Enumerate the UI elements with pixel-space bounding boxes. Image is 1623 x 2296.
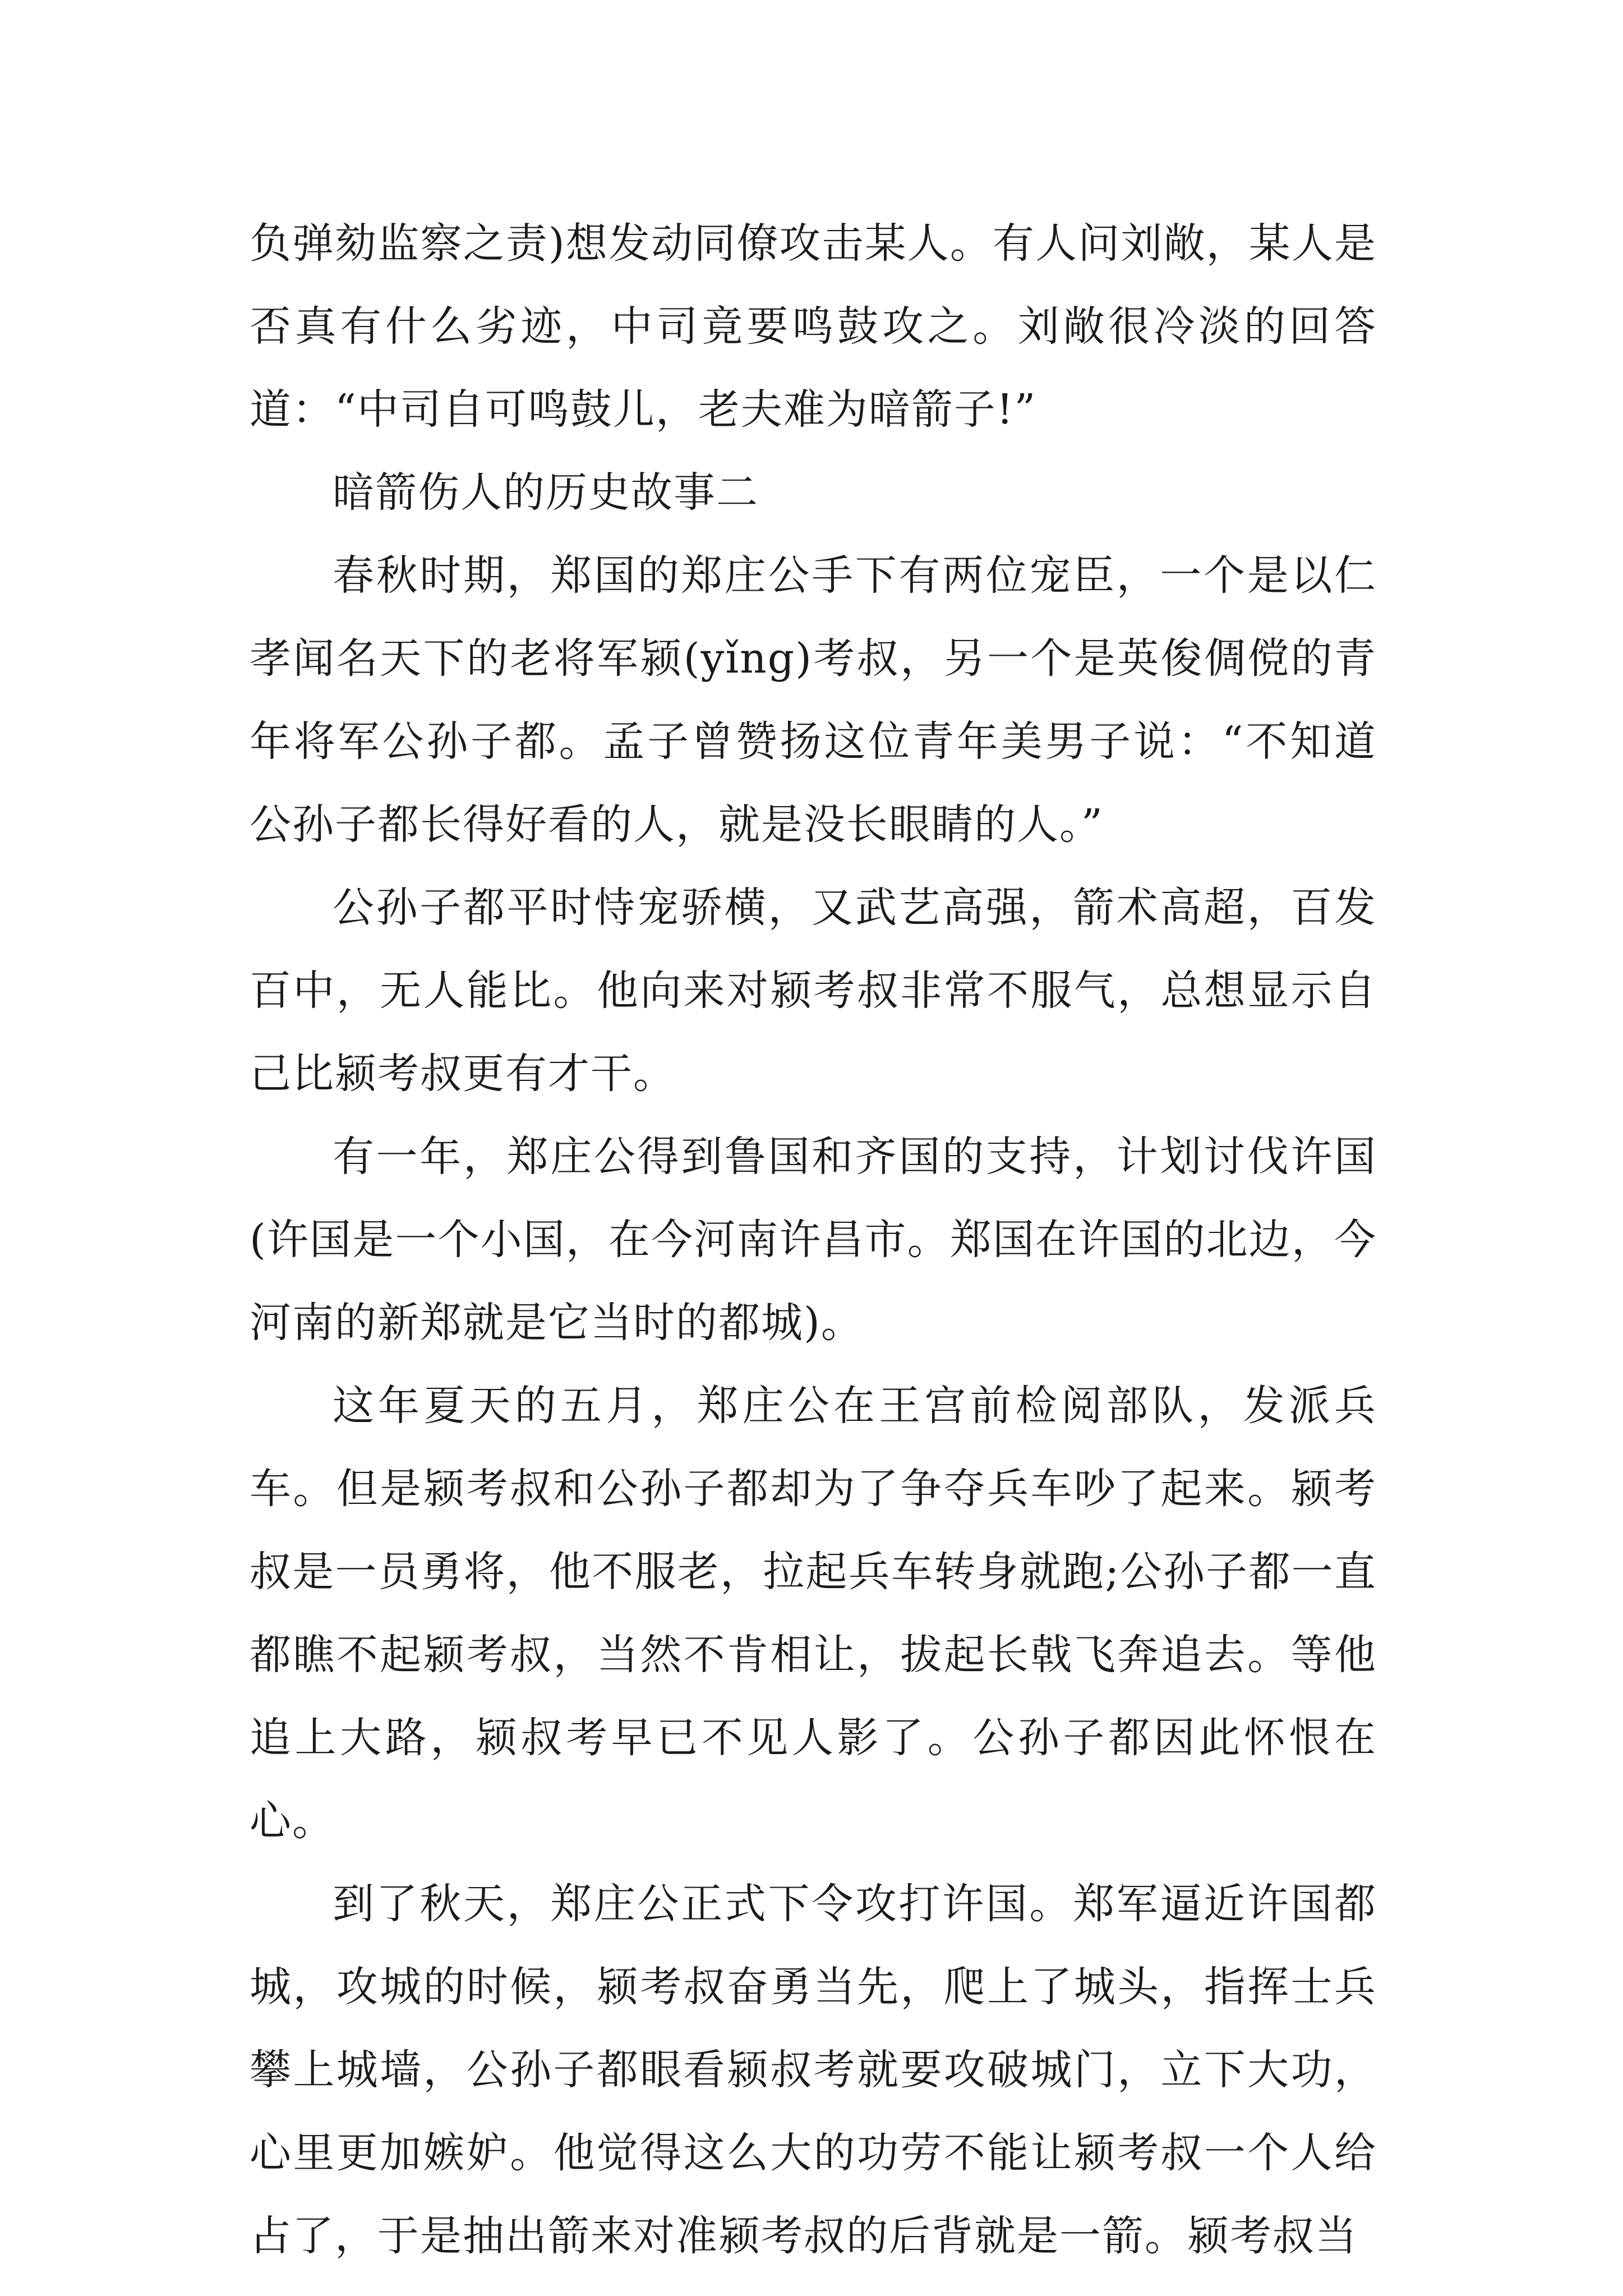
paragraph: 有一年，郑庄公得到鲁国和齐国的支持，计划讨伐许国(许国是一个小国，在今河南许昌市。郑国在许国的北边，今河南的新郑就是它当时的都城)。 [250, 1133, 1377, 1347]
paragraph: 春秋时期，郑国的郑庄公手下有两位宠臣，一个是以仁孝闻名天下的老将军颍(yǐng)考叔，另一个是英俊倜傥的青年将军公孙子都。孟子曾赞扬这位青年美男子说：“不知道公孙子都长得好看的人，就是没长眼睛的人。” [250, 551, 1377, 849]
section-heading: 暗箭伤人的历史故事二 [333, 468, 759, 517]
body-text [250, 202, 1377, 2277]
paragraph: 公孙子都平时恃宠骄横，又武艺高强，箭术高超，百发百中，无人能比。他向来对颍考叔非常不服气，总想显示自己比颍考叔更有才干。 [250, 884, 1377, 1098]
paragraph-continuation: 负弹劾监察之责)想发动同僚攻击某人。有人问刘敞，某人是否真有什么劣迹，中司竟要鸣鼓攻之。刘敞很冷淡的回答道：“中司自可鸣鼓儿，老夫难为暗箭子!” [250, 219, 1377, 434]
paragraph: 这年夏天的五月，郑庄公在王宫前检阅部队，发派兵车。但是颍考叔和公孙子都却为了争夺兵车吵了起来。颍考叔是一员勇将，他不服老，拉起兵车转身就跑;公孙子都一直都瞧不起颍考叔，当然不肯相让，拔起长戟飞奔追去。等他追上大路，颍叔考早已不见人影了。公孙子都因此怀恨在心。 [250, 1382, 1377, 1845]
paragraph: 到了秋天，郑庄公正式下令攻打许国。郑军逼近许国都城，攻城的时候，颍考叔奋勇当先，爬上了城头，指挥士兵攀上城墙，公孙子都眼看颍叔考就要攻破城门，立下大功，心里更加嫉妒。他觉得这么大的功劳不能让颍考叔一个人给占了，于是抽出箭来对准颍考叔的后背就是一箭。颍考叔当 [250, 1880, 1377, 2260]
